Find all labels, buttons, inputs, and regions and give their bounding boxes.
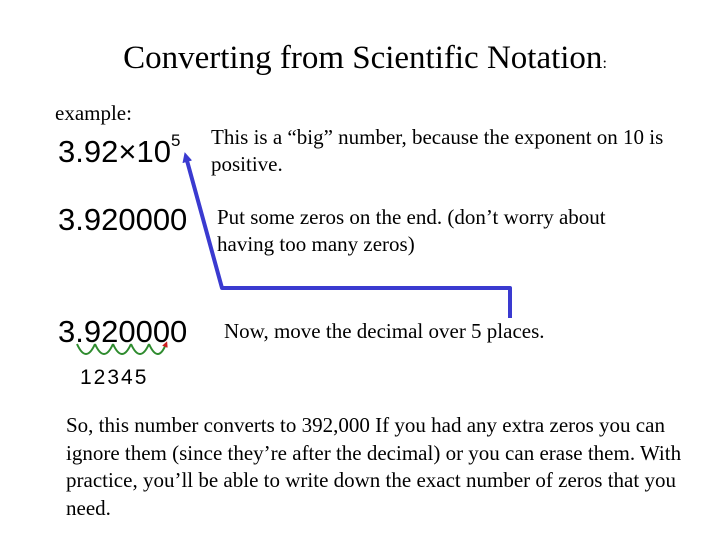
hop-arc-2	[95, 344, 113, 354]
decimal-hop-arcs	[77, 344, 166, 354]
hop-count-digits: 12345	[80, 366, 149, 389]
slide-title-text: Converting from Scientific Notation	[123, 40, 603, 76]
hop-arc-4	[131, 344, 149, 354]
slide-title-colon: :	[602, 55, 607, 72]
coefficient: 3.92	[58, 134, 119, 169]
hop-arc-5	[149, 344, 166, 354]
summary-paragraph: So, this number converts to 392,000 If you had any extra zeros you can ignore them (since they’re after the decimal) or you can erase them. With practice, you’ll be able to write down the exact number of zeros that you need.	[66, 413, 682, 520]
example-label: example:	[55, 101, 132, 125]
hop-arc-1	[77, 344, 95, 354]
note-add-zeros: Put some zeros on the end. (don’t worry about having too many zeros)	[217, 205, 606, 256]
arrow-path	[186, 157, 510, 318]
note-big-number: This is a “big” number, because the exponent on 10 is positive.	[211, 125, 664, 176]
shifted-number: 3.920000	[58, 314, 188, 349]
hop-arc-3	[113, 344, 131, 354]
times-sign: ×	[118, 134, 137, 169]
base: 10	[136, 134, 171, 169]
exponent: 5	[170, 131, 181, 150]
note-move-decimal: Now, move the decimal over 5 places.	[224, 319, 545, 343]
expanded-number: 3.920000	[58, 202, 188, 237]
